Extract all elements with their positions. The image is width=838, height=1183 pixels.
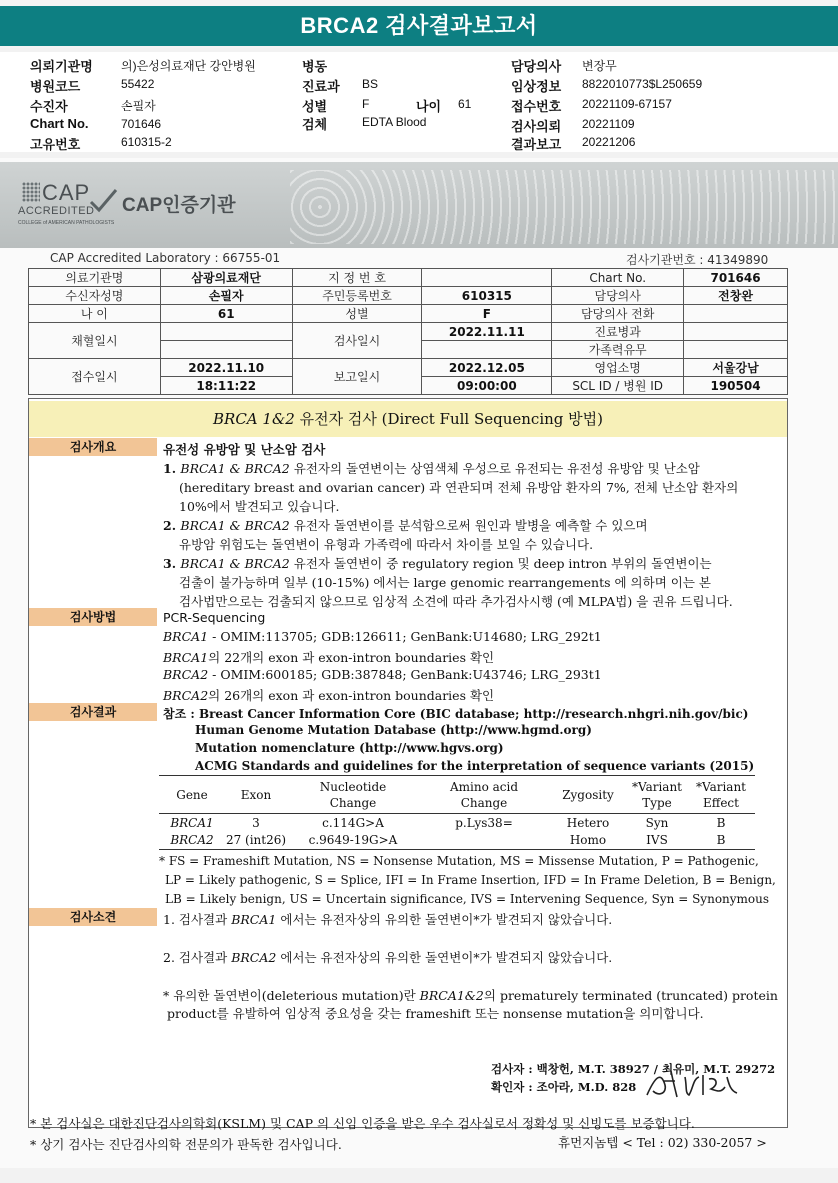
test-report-body bbox=[28, 398, 788, 1128]
col-header: Exon bbox=[225, 776, 287, 814]
header-value: 701646 bbox=[121, 117, 162, 131]
header-value: BS bbox=[362, 77, 379, 91]
footer-certification: * 본 검사실은 대한진단검사의학회(KSLM) 및 CAP 의 신임 인증을 받은 우수 검사실로서 정확성 및 신빙도를 보증합니다. bbox=[30, 1116, 695, 1131]
patient-header bbox=[0, 52, 838, 152]
col-header: Zygosity bbox=[549, 776, 627, 814]
overview-heading: 유전성 유방암 및 난소암 검사 bbox=[163, 442, 326, 457]
cell-value: 190504 bbox=[684, 377, 788, 395]
checkmark-icon bbox=[88, 186, 118, 216]
cap-logo-text: CAP bbox=[42, 180, 91, 205]
header-label: 검체 bbox=[302, 117, 328, 132]
header-value: 610315-2 bbox=[121, 135, 172, 149]
header-value: EDTA Blood bbox=[362, 115, 427, 129]
cell-label: 주민등록번호 bbox=[292, 287, 422, 305]
cell-gene: BRCA1 bbox=[170, 815, 214, 830]
cap-lab-number: CAP Accredited Laboratory : 66755-01 bbox=[50, 251, 281, 265]
header-value: 61 bbox=[458, 97, 472, 111]
header-label: 접수번호 bbox=[511, 99, 562, 114]
table-row bbox=[159, 832, 755, 850]
cell-label: 가족력유무 bbox=[552, 341, 684, 359]
cell-value: 610315 bbox=[422, 287, 552, 305]
cell-variant-effect: B bbox=[687, 832, 755, 850]
specimen-info-table bbox=[28, 268, 788, 395]
col-header: Nucleotide Change bbox=[287, 776, 419, 814]
method-line: PCR-Sequencing bbox=[163, 610, 266, 625]
cell-nucleotide: c.114G>A bbox=[322, 815, 384, 830]
reference-line: ACMG Standards and guidelines for the interpretation of sequence variants (2015) bbox=[195, 759, 755, 773]
header-label: 결과보고 bbox=[511, 137, 562, 152]
cell-value: 손필자 bbox=[160, 287, 292, 305]
conclusion-line: 1. 검사결과 BRCA1 에서는 유전자상의 유의한 돌연변이*가 발견되지 않았습니다. bbox=[163, 912, 613, 927]
cell-exon: 3 bbox=[252, 815, 260, 830]
footnote-line: * FS = Frameshift Mutation, NS = Nonsense Mutation, MS = Missense Mutation, P = Pathogenic, bbox=[159, 854, 759, 868]
header-value: 변장무 bbox=[582, 59, 617, 73]
cell-label: 보고일시 bbox=[292, 359, 422, 395]
col-header: Amino acid Change bbox=[419, 776, 549, 814]
cell-label: 나 이 bbox=[29, 305, 161, 323]
test-title-text: 유전자 검사 (Direct Full Sequencing 방법) bbox=[294, 410, 603, 428]
cell-label: 의료기관명 bbox=[29, 269, 161, 287]
method-line: BRCA2의 26개의 exon 과 exon-intron boundaries 확인 bbox=[163, 688, 495, 703]
cell-value bbox=[684, 323, 788, 341]
cell-variant-type: Syn bbox=[645, 815, 669, 830]
cell-value: 삼광의료재단 bbox=[160, 269, 292, 287]
cell-label: 진료병과 bbox=[552, 323, 684, 341]
signature-icon bbox=[641, 1067, 741, 1101]
cell-nucleotide: c.9649-19G>A bbox=[287, 832, 419, 850]
cell-zygosity: Hetero bbox=[566, 815, 610, 830]
cap-title: CAP인증기관 bbox=[122, 195, 236, 216]
cell-value: 서울강남 bbox=[684, 359, 788, 377]
header-label: 수진자 bbox=[30, 99, 68, 114]
institution-number: 검사기관번호 : 41349890 bbox=[626, 253, 769, 267]
col-header: *Variant Type bbox=[627, 776, 687, 814]
cell-value: 701646 bbox=[684, 269, 788, 287]
section-overview: 검사개요 bbox=[29, 438, 157, 456]
cloud-pattern bbox=[290, 170, 838, 244]
cell-variant-effect: B bbox=[716, 815, 726, 830]
cell-exon: 27 (int26) bbox=[225, 832, 287, 850]
note-line: * 유의한 돌연변이(deleterious mutation)란 BRCA1&2의 prematurely terminated (truncated) protein bbox=[163, 988, 778, 1003]
footer-contact: 휴먼지놈텝 < Tel : 02) 330-2057 > bbox=[558, 1135, 767, 1150]
cell-value: 2022.11.11 bbox=[422, 323, 552, 341]
reference-line: 참조 : Breast Cancer Information Core (BIC database; http://research.nhgri.nih.gov/bic) bbox=[163, 707, 749, 721]
cell-gene: BRCA2 bbox=[159, 832, 225, 850]
cell-label: 영업소명 bbox=[552, 359, 684, 377]
header-label: 임상정보 bbox=[511, 79, 562, 94]
cell-amino-acid: p.Lys38= bbox=[455, 815, 513, 830]
cell-value: 18:11:22 bbox=[160, 377, 292, 395]
method-line: BRCA2 - OMIM:600185; GDB:387848; GenBank:U43746; LRG_293t1 bbox=[163, 667, 602, 682]
cell-value bbox=[422, 341, 552, 359]
cell-label: 검사일시 bbox=[292, 323, 422, 359]
title-bar bbox=[0, 0, 838, 48]
test-title-gene: BRCA 1&2 bbox=[213, 410, 295, 428]
header-label: 병동 bbox=[302, 59, 328, 74]
overview-line: 10%에서 발견되고 있습니다. bbox=[179, 499, 340, 514]
report-title: BRCA2 검사결과보고서 bbox=[0, 6, 838, 46]
cell-label: Chart No. bbox=[552, 269, 684, 287]
cap-college-text: COLLEGE of AMERICAN PATHOLOGISTS bbox=[18, 220, 115, 226]
variant-table bbox=[159, 775, 755, 850]
cell-label: 채혈일시 bbox=[29, 323, 161, 359]
col-header: *Variant Effect bbox=[687, 776, 755, 814]
footnote-line: LB = Likely benign, US = Uncertain significance, IVS = Intervening Sequence, Syn = Synonymous bbox=[165, 892, 770, 906]
cell-label: 접수일시 bbox=[29, 359, 161, 395]
cell-value: 09:00:00 bbox=[422, 377, 552, 395]
header-label: 성별 bbox=[302, 99, 328, 114]
header-value: 20221109 bbox=[582, 117, 635, 131]
header-value: 20221109-67157 bbox=[582, 97, 672, 111]
footnote-line: LP = Likely pathogenic, S = Splice, IFI = In Frame Insertion, IFD = In Frame Deletion, B = Benign, bbox=[165, 873, 776, 887]
cell-value bbox=[684, 341, 788, 359]
overview-line: 1. BRCA1 & BRCA2 유전자의 돌연변이는 상염색체 우성으로 유전되는 유전성 유방암 및 난소암 bbox=[163, 461, 700, 476]
header-value: 20221206 bbox=[582, 135, 636, 149]
header-label: 검사의뢰 bbox=[511, 119, 562, 134]
cell-amino-acid bbox=[419, 832, 549, 850]
header-label: 담당의사 bbox=[511, 59, 562, 74]
cap-dots-icon bbox=[22, 182, 40, 202]
table-row bbox=[159, 814, 755, 832]
header-label: 진료과 bbox=[302, 79, 340, 94]
note-line: product를 유발하여 임상적 중요성을 갖는 frameshift 또는 nonsense mutation을 의미합니다. bbox=[167, 1006, 704, 1021]
cell-value bbox=[422, 269, 552, 287]
header-label: 의뢰기관명 bbox=[30, 59, 93, 74]
overview-line: 검사법만으로는 검출되지 않으므로 임상적 소견에 따라 추가검사시행 (예 MLPA법) 을 권유 드립니다. bbox=[179, 594, 733, 609]
test-title bbox=[29, 401, 787, 437]
header-value: 의)은성의료재단 강안병원 bbox=[121, 59, 256, 73]
cell-value: 2022.11.10 bbox=[160, 359, 292, 377]
header-label: Chart No. bbox=[30, 116, 89, 131]
overview-line: 검출이 불가능하며 일부 (10-15%) 에서는 large genomic rearrangements 에 의하며 이는 본 bbox=[179, 575, 711, 590]
cell-value bbox=[684, 305, 788, 323]
cell-label: 담당의사 전화 bbox=[552, 305, 684, 323]
header-value: 55422 bbox=[121, 77, 155, 91]
section-result: 검사결과 bbox=[29, 703, 157, 721]
cell-zygosity: Homo bbox=[549, 832, 627, 850]
overview-line: (hereditary breast and ovarian cancer) 과 연관되며 전체 유방암 환자의 7%, 전체 난소암 환자의 bbox=[179, 480, 739, 495]
cell-value: F bbox=[422, 305, 552, 323]
cap-accredited-text: ACCREDITED bbox=[18, 205, 95, 217]
cell-value: 2022.12.05 bbox=[422, 359, 552, 377]
tester-line: 검사자 : 백창헌, M.T. 38927 / 최유미, M.T. 29272 bbox=[491, 1062, 776, 1076]
header-value: 손필자 bbox=[121, 99, 156, 113]
conclusion-line: 2. 검사결과 BRCA2 에서는 유전자상의 유의한 돌연변이*가 발견되지 않았습니다. bbox=[163, 950, 613, 965]
reference-line: Mutation nomenclature (http://www.hgvs.org) bbox=[195, 741, 504, 755]
confirmer-line: 확인자 : 조아라, M.D. 828 bbox=[491, 1080, 637, 1094]
cell-label: SCL ID / 병원 ID bbox=[552, 377, 684, 395]
reference-line: Human Genome Mutation Database (http://www.hgmd.org) bbox=[195, 723, 592, 737]
cell-value bbox=[160, 323, 292, 341]
col-header: Gene bbox=[159, 776, 225, 814]
header-label: 고유번호 bbox=[30, 137, 81, 152]
header-value: F bbox=[362, 97, 370, 111]
method-line: BRCA1의 22개의 exon 과 exon-intron boundaries 확인 bbox=[163, 650, 495, 665]
cell-label: 지 정 번 호 bbox=[292, 269, 422, 287]
overview-line: 2. BRCA1 & BRCA2 유전자 돌연변이를 분석함으로써 원인과 발병을 예측할 수 있으며 bbox=[163, 518, 648, 533]
overview-line: 유방암 위험도는 돌연변이 유형과 가족력에 따라서 차이를 보일 수 있습니다. bbox=[179, 537, 594, 552]
method-line: BRCA1 - OMIM:113705; GDB:126611; GenBank:U14680; LRG_292t1 bbox=[163, 629, 602, 644]
section-conclusion: 검사소견 bbox=[29, 908, 157, 926]
cell-variant-type: IVS bbox=[627, 832, 687, 850]
cell-label: 성별 bbox=[292, 305, 422, 323]
cell-value bbox=[160, 341, 292, 359]
cell-value: 61 bbox=[160, 305, 292, 323]
header-label: 병원코드 bbox=[30, 79, 81, 94]
cell-label: 담당의사 bbox=[552, 287, 684, 305]
overview-line: 3. BRCA1 & BRCA2 유전자 돌연변이 중 regulatory region 및 deep intron 부위의 돌연변이는 bbox=[163, 556, 712, 571]
footer-note: * 상기 검사는 진단검사의학 전문의가 판독한 검사입니다. bbox=[30, 1137, 342, 1152]
cell-label: 수신자성명 bbox=[29, 287, 161, 305]
header-label: 나이 bbox=[416, 99, 442, 114]
cell-value: 전창완 bbox=[684, 287, 788, 305]
header-value: 8822010773$L250659 bbox=[582, 77, 703, 91]
section-method: 검사방법 bbox=[29, 608, 157, 626]
